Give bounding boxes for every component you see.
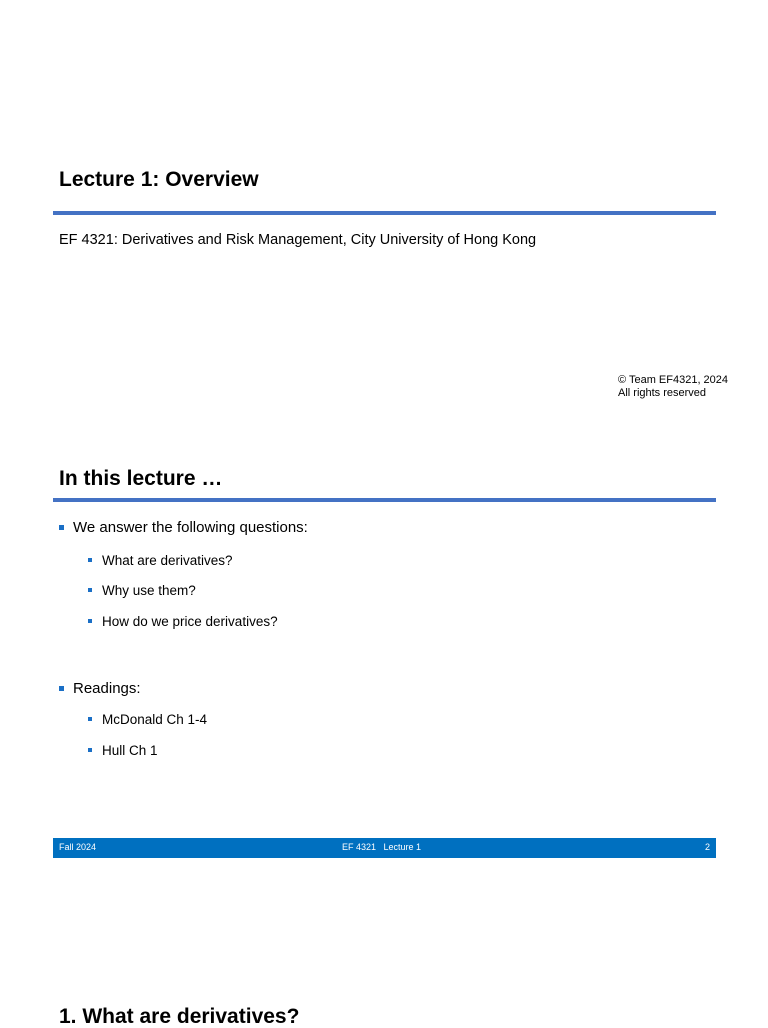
bullet-text: Readings: [73, 680, 141, 697]
bullet-square-icon [88, 748, 92, 752]
title-divider [53, 498, 716, 502]
rights-line: All rights reserved [618, 387, 707, 399]
footer-course: EF 4321 Lecture 1 [342, 842, 422, 852]
title-divider [53, 211, 716, 215]
bullet-text: McDonald Ch 1-4 [102, 712, 208, 727]
bullet-square-icon [88, 717, 92, 721]
bullet-text: How do we price derivatives? [102, 614, 278, 629]
bullet-square-icon [88, 588, 92, 592]
copyright-line: © Team EF4321, 2024 [618, 374, 729, 386]
slide-1-title: Lecture 1: Overview [59, 168, 259, 191]
bullet-square-icon [88, 558, 92, 562]
bullet-text: We answer the following questions: [73, 519, 308, 536]
page-number: 2 [704, 842, 710, 852]
slide-footer [53, 838, 716, 858]
copyright-notice [618, 374, 728, 400]
bullet-text: Why use them? [102, 583, 196, 598]
slide-3-title: 1. What are derivatives? [59, 1005, 300, 1028]
bullet-square-icon [59, 525, 64, 530]
bullet-square-icon [59, 686, 64, 691]
slide-2-title: In this lecture … [59, 467, 223, 490]
footer-term: Fall 2024 [59, 842, 97, 852]
bullet-text: Hull Ch 1 [102, 743, 158, 758]
course-subtitle: EF 4321: Derivatives and Risk Management, City University of Hong Kong [59, 232, 537, 248]
bullet-square-icon [88, 619, 92, 623]
bullet-text: What are derivatives? [102, 553, 233, 568]
